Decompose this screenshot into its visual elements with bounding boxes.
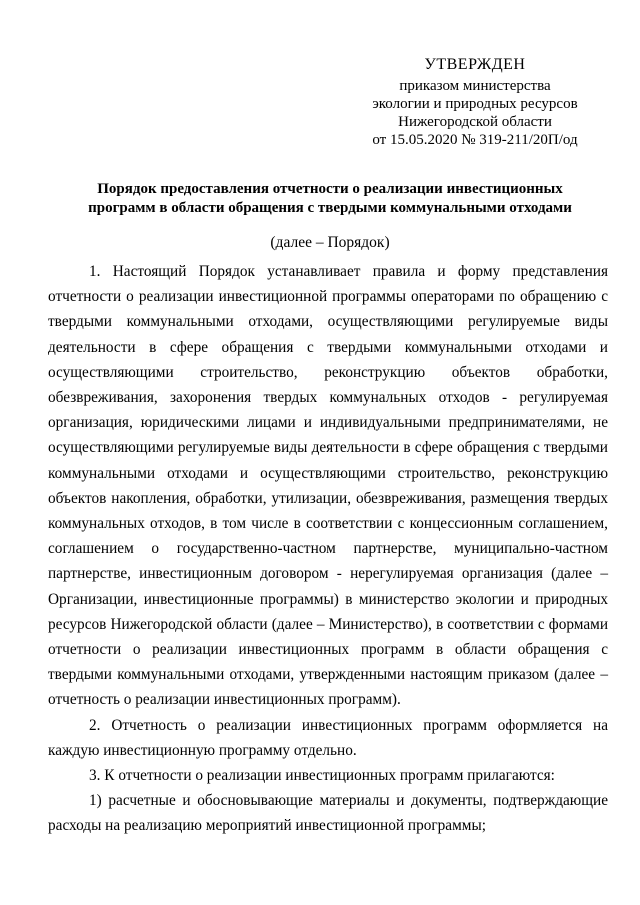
document-title-line-1: Порядок предоставления отчетности о реализации инвестиционных xyxy=(97,181,563,197)
paragraph-3-item-1: 1) расчетные и обосновывающие материалы и документы, подтверждающие расходы на реализацию мероприятий инвестиционной программы; xyxy=(48,792,608,835)
paragraph-1: 1. Настоящий Порядок устанавливает правила и форму представления отчетности о реализации инвестиционной программы операторами по обращению с твердыми коммунальными отходами, осуществляющими регулируемые виды деятельности в сфере обращения с твердыми коммунальными отходами и осуществляющими строительство, реконструкцию объектов обработки, обезвреживания, захоронения твердых коммунальных отходов - регулируемая организация, юридическими лицами и индивидуальными предпринимателями, не осуществляющими регулируемые виды деятельности в сфере обращения с твердыми коммунальными отходами и осуществляющими строительство, реконструкцию объектов накопления, обработки, утилизации, обезвреживания, размещения твердых коммунальных отходов, в том числе в соответствии с концессионным соглашением, соглашением о государственно-частном партнерстве, муниципально-частном партнерстве, инвестиционным договором - нерегулируемая организация (далее – Организации, инвестиционные программы) в министерство экологии и природных ресурсов Нижегородской области (далее – Министерство), в соответствии с формами отчетности о реализации инвестиционных программ в области обращения с твердыми коммунальными отходами, утвержденными настоящим приказом (далее – отчетность о реализации инвестиционных программ). xyxy=(48,263,608,709)
document-body xyxy=(48,259,608,839)
approval-block xyxy=(340,56,610,149)
document-title-line-2: программ в области обращения с твердыми коммунальными отходами xyxy=(88,200,572,216)
document-subtitle: (далее – Порядок) xyxy=(270,234,390,251)
approval-line-date-number: от 15.05.2020 № 319-211/20П/од xyxy=(372,132,578,148)
approval-line-region: Нижегородской области xyxy=(398,114,552,130)
approval-line-ministry: экологии и природных ресурсов xyxy=(372,96,578,112)
document-title xyxy=(60,180,600,218)
paragraph-2: 2. Отчетность о реализации инвестиционных программ оформляется на каждую инвестиционную программу отдельно. xyxy=(48,716,608,759)
approval-line-order: приказом министерства xyxy=(399,78,551,94)
paragraph-3: 3. К отчетности о реализации инвестиционных программ прилагаются: xyxy=(89,767,555,785)
approval-heading: УТВЕРЖДЕН xyxy=(424,56,526,73)
